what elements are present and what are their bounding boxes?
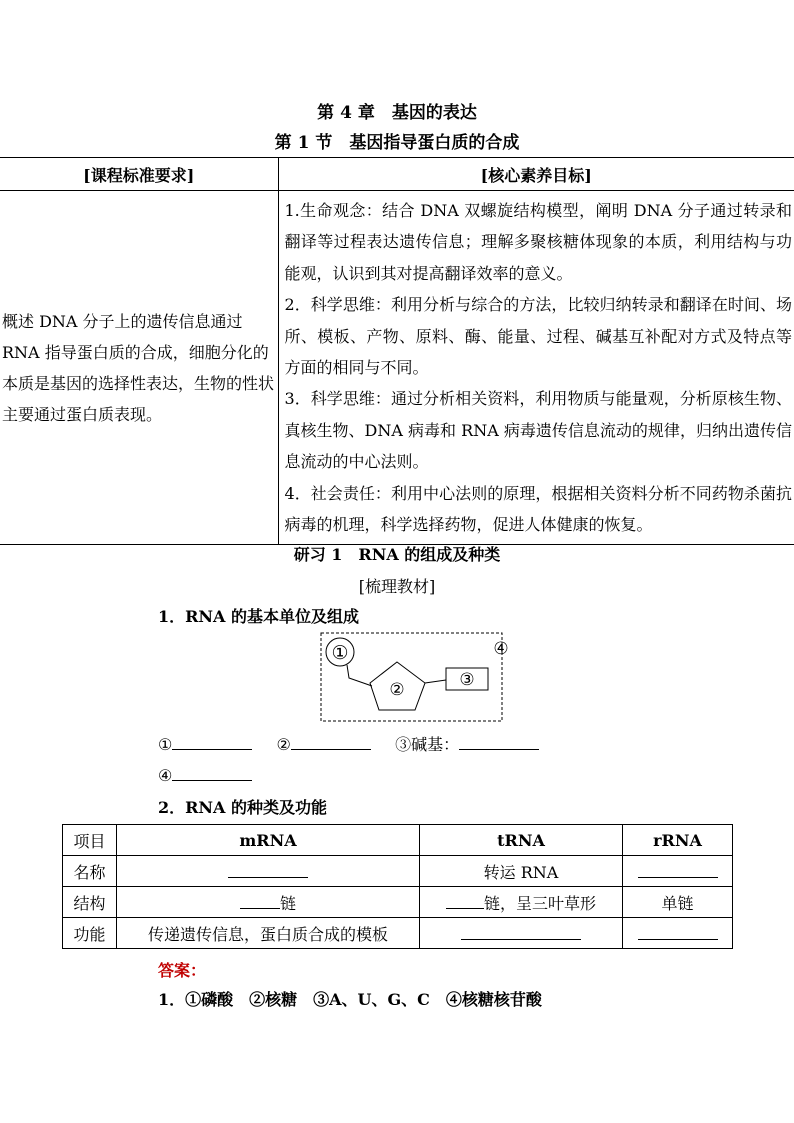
chapter-title: 第 4 章 基因的表达	[317, 103, 477, 123]
function-mrna-cell: 传递遗传信息，蛋白质合成的模板	[117, 918, 420, 949]
name-trna-cell: 转运 RNA	[420, 856, 623, 887]
standards-col2-header: [核心素养目标]	[278, 158, 794, 191]
standards-table	[0, 157, 794, 545]
study-subtitle: [梳理教材]	[358, 577, 436, 596]
diagram-label-three: ③	[459, 670, 475, 690]
blank-3-label: ③碱基：	[395, 735, 460, 754]
goal-item: 4．社会责任：利用中心法则的原理，根据相关资料分析不同药物杀菌抗病毒的机理，科学选择药物，促进人体健康的恢复。	[284, 483, 792, 535]
diagram-label-one: ①	[331, 642, 349, 664]
standards-col1-header: [课程标准要求]	[0, 158, 278, 191]
rna-header-rrna: rRNA	[623, 825, 733, 856]
blank-4-line[interactable]	[172, 764, 252, 781]
name-rrna-cell[interactable]	[623, 856, 733, 887]
rna-types-table	[62, 824, 733, 949]
blank-3-line[interactable]	[459, 733, 539, 750]
study-title: 研习 1 RNA 的组成及种类	[293, 545, 501, 564]
rna-header-item: 项目	[63, 825, 117, 856]
goal-item: 1.生命观念：结合 DNA 双螺旋结构模型，阐明 DNA 分子通过转录和翻译等过程表达遗传信息；理解多聚核糖体现象的本质，利用结构与功能观，认识到其对提高翻译效率的意义。	[284, 201, 792, 283]
blank-2-line[interactable]	[291, 733, 371, 750]
blank-4-label: ④	[158, 766, 173, 785]
goal-item: 3．科学思维：通过分析相关资料，利用物质与能量观，分析原核生物、真核生物、DNA 病毒和 RNA 病毒遗传信息流动的规律，归纳出遗传信息流动的中心法则。	[284, 389, 792, 472]
table-row	[63, 856, 733, 887]
structure-mrna-cell[interactable]	[117, 887, 420, 918]
requirement-cell	[0, 191, 278, 545]
section-title: 第 1 节 基因指导蛋白质的合成	[274, 133, 520, 153]
row-label-function: 功能	[63, 918, 117, 949]
goal-item: 2．科学思维：利用分析与综合的方法，比较归纳转录和翻译在时间、场所、模板、产物、原料、酶、能量、过程、碱基互补配对方式及特点等方面的相同与不同。	[284, 295, 792, 378]
table-row	[63, 825, 733, 856]
row-label-structure: 结构	[63, 887, 117, 918]
structure-mrna-text: 链	[279, 893, 296, 913]
blank-row-2	[158, 764, 252, 785]
requirement-text: 概述 DNA 分子上的遗传信息通过 RNA 指导蛋白质的合成，细胞分化的本质是基因的选择性表达，生物的性状主要通过蛋白质表现。	[2, 311, 275, 424]
rna-header-mrna: mRNA	[117, 825, 420, 856]
table-row	[63, 887, 733, 918]
blank-1-label: ①	[158, 735, 173, 754]
blank-2-label: ②	[276, 735, 291, 754]
name-mrna-cell[interactable]	[117, 856, 420, 887]
blank-row-1	[158, 732, 539, 755]
structure-trna-text: 链，呈三叶草形	[483, 893, 596, 913]
answer-label: 答案：	[158, 961, 207, 980]
goals-cell	[278, 191, 794, 545]
row-label-name: 名称	[63, 856, 117, 887]
structure-rrna-cell: 单链	[623, 887, 733, 918]
bond-line-2	[425, 680, 446, 683]
blank-1-line[interactable]	[172, 733, 252, 750]
function-trna-cell[interactable]	[420, 918, 623, 949]
structure-trna-cell[interactable]	[420, 887, 623, 918]
function-rrna-cell[interactable]	[623, 918, 733, 949]
answer-line-1: 1．①磷酸 ②核糖 ③A、U、G、C ④核糖核苷酸	[158, 990, 542, 1009]
q2-heading: 2．RNA 的种类及功能	[158, 798, 328, 817]
rna-header-trna: tRNA	[420, 825, 623, 856]
table-row	[63, 918, 733, 949]
nucleotide-diagram	[320, 632, 520, 724]
bond-line-1	[347, 665, 372, 686]
diagram-label-four: ④	[493, 639, 509, 659]
diagram-label-two: ②	[389, 680, 405, 700]
q1-heading: 1．RNA 的基本单位及组成	[158, 607, 360, 626]
